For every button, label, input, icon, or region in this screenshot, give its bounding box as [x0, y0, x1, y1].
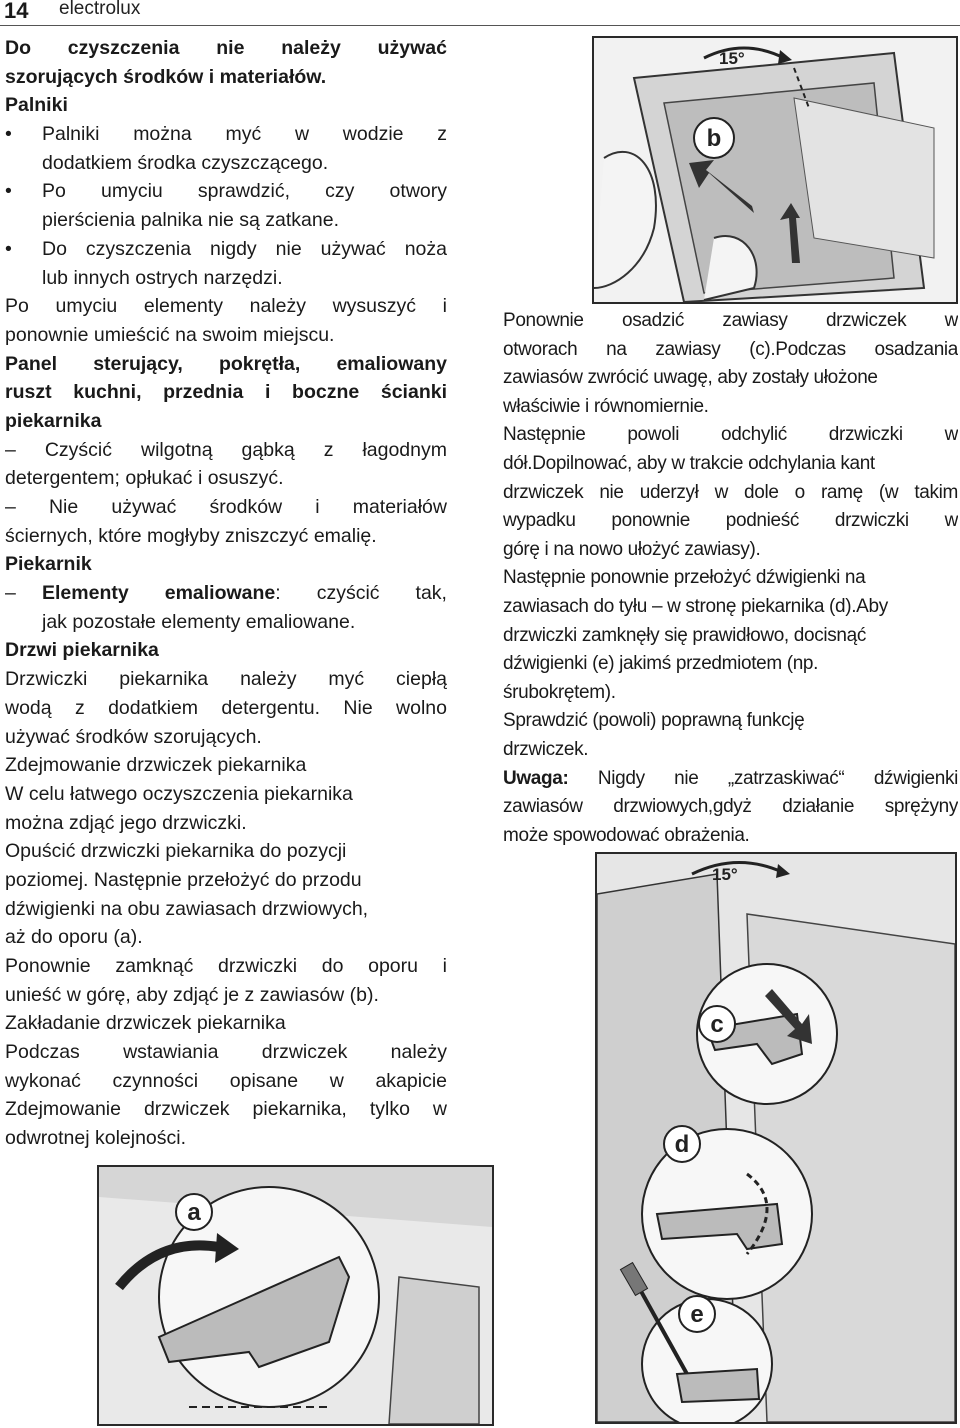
- left-line-6: pierścienia palnika nie są zatkane.: [42, 209, 340, 232]
- left-line-30: dźwigienki na obu zawiasach drzwiowych,: [5, 897, 369, 920]
- left-line-17: ściernych, które mogłyby zniszczyć emalię.: [5, 524, 377, 547]
- left-line-33: unieść w górę, aby zdjąć je z zawiasów (b).: [5, 983, 379, 1006]
- right-line-1: otworach na zawiasy (c).Podczas osadzania: [503, 338, 958, 360]
- right-line-6: drzwiczek nie uderzył w dole o ramę (w takim: [503, 481, 958, 503]
- figure-a-drawing: [99, 1167, 492, 1424]
- left-line-24: używać środków szorujących.: [5, 725, 262, 748]
- left-text-column: [5, 34, 447, 1153]
- left-line-19: [5, 579, 447, 608]
- figure-a-hinge-lever: [97, 1165, 494, 1426]
- right-line-3: właściwie i równomiernie.: [503, 395, 709, 417]
- left-line-21: Drzwi piekarnika: [5, 639, 159, 662]
- bullet-text: Palniki można myć w wodzie z: [42, 123, 447, 146]
- right-line-2: zawiasów zwrócić uwagę, aby zostały ułożone: [503, 367, 878, 389]
- left-line-26: W celu łatwego oczyszczenia piekarnika: [5, 782, 353, 805]
- figure-b-label: b: [706, 125, 722, 152]
- figure-e-label: e: [690, 1301, 704, 1328]
- left-line-14: – Czyścić wilgotną gąbką z łagodnym: [5, 438, 447, 461]
- bullet-marker: •: [5, 180, 12, 203]
- figure-cde-hinges: [595, 852, 957, 1424]
- left-line-18: Piekarnik: [5, 553, 92, 576]
- left-line-22: Drzwiczki piekarnika należy myć ciepłą: [5, 668, 447, 691]
- left-line-5: [5, 177, 447, 206]
- left-line-4: dodatkiem środka czyszczącego.: [42, 151, 329, 174]
- warning-text: Nigdy nie „zatrzaskiwać“ dźwigienki: [597, 767, 958, 789]
- dash-bold-lead: Elementy emaliowane: [42, 582, 276, 605]
- right-text-column: [503, 307, 958, 850]
- left-line-10: ponownie umieścić na swoim miejscu.: [5, 323, 335, 346]
- right-line-17: zawiasów drzwiowych,gdyż działanie sprężyny: [503, 796, 958, 818]
- left-line-12: ruszt kuchni, przednia i boczne ścianki: [5, 381, 447, 404]
- left-line-29: poziomej. Następnie przełożyć do przodu: [5, 868, 362, 891]
- left-line-1: szorujących środków i materiałów.: [5, 65, 327, 88]
- right-line-16: [503, 765, 958, 794]
- right-line-11: drzwiczki zamknęły się prawidłowo, docisnąć: [503, 624, 866, 646]
- brand-name: electrolux: [59, 0, 141, 19]
- header-rule: [0, 25, 960, 26]
- figure-b-drawing: [594, 38, 956, 302]
- figure-cde-angle: 15°: [712, 865, 738, 884]
- page-number: 14: [4, 0, 29, 23]
- right-line-9: Następnie ponownie przełożyć dźwigienki na: [503, 567, 866, 589]
- left-line-3: [5, 120, 447, 149]
- right-line-13: śrubokrętem).: [503, 681, 616, 703]
- dash-bold-text: Elementy emaliowane: czyścić tak,: [42, 582, 447, 605]
- figure-b-angle: 15°: [719, 49, 745, 68]
- page-header: [0, 0, 960, 24]
- right-line-0: Ponownie osadzić zawiasy drzwiczek w: [503, 310, 958, 331]
- figure-b-lift-door: [592, 36, 958, 304]
- left-line-8: lub innych ostrych narzędzi.: [42, 266, 283, 289]
- bullet-marker: •: [5, 123, 12, 146]
- left-line-13: piekarnika: [5, 409, 102, 432]
- dash-marker: –: [5, 582, 16, 605]
- right-line-14: Sprawdzić (powoli) poprawną funkcję: [503, 710, 805, 732]
- left-line-27: można zdjąć jego drzwiczki.: [5, 811, 247, 834]
- left-line-28: Opuścić drzwiczki piekarnika do pozycji: [5, 840, 347, 863]
- right-line-5: dół.Dopilnować, aby w trakcie odchylania kant: [503, 452, 875, 474]
- figure-d-label: d: [674, 1131, 690, 1158]
- figure-c-label: c: [710, 1011, 724, 1038]
- left-line-20: jak pozostałe elementy emaliowane.: [42, 610, 356, 633]
- left-line-38: odwrotnej kolejności.: [5, 1127, 187, 1150]
- left-line-31: aż do oporu (a).: [5, 926, 143, 949]
- figure-cde-drawing: [597, 854, 955, 1422]
- left-line-34: Zakładanie drzwiczek piekarnika: [5, 1012, 286, 1035]
- right-line-10: zawiasach do tyłu – w stronę piekarnika (d).Aby: [503, 595, 888, 617]
- bullet-text: Po umyciu sprawdzić, czy otwory: [42, 180, 447, 203]
- left-line-16: – Nie używać środków i materiałów: [5, 496, 447, 518]
- right-line-15: drzwiczek.: [503, 738, 589, 760]
- right-line-4: Następnie powoli odchylić drzwiczki w: [503, 424, 958, 446]
- bullet-marker: •: [5, 237, 12, 260]
- right-line-8: górę i na nowo ułożyć zawiasy).: [503, 538, 761, 560]
- bullet-text: Do czyszczenia nigdy nie używać noża: [42, 237, 447, 260]
- right-line-12: dźwigienki (e) jakimś przedmiotem (np.: [503, 653, 819, 675]
- left-line-11: Panel sterujący, pokrętła, emaliowany: [5, 352, 447, 375]
- left-line-36: wykonać czynności opisane w akapicie: [5, 1069, 447, 1092]
- left-line-32: Ponownie zamknąć drzwiczki do oporu i: [5, 955, 447, 977]
- left-line-23: wodą z dodatkiem detergentu. Nie wolno: [5, 696, 447, 719]
- right-line-18: może spowodować obrażenia.: [503, 824, 750, 846]
- left-line-37: Zdejmowanie drzwiczek piekarnika, tylko w: [5, 1098, 447, 1121]
- left-line-7: [5, 235, 447, 264]
- left-line-2: Palniki: [5, 94, 68, 117]
- left-line-35: Podczas wstawiania drzwiczek należy: [5, 1041, 447, 1064]
- left-line-25: Zdejmowanie drzwiczek piekarnika: [5, 754, 307, 777]
- figure-a-label: a: [187, 1199, 201, 1226]
- warning-lead: Uwaga:: [503, 767, 569, 789]
- left-line-15: detergentem; opłukać i osuszyć.: [5, 467, 284, 490]
- right-line-7: wypadku ponownie podnieść drzwiczki w: [503, 510, 958, 532]
- left-line-0: Do czyszczenia nie należy używać: [5, 37, 447, 59]
- left-line-9: Po umyciu elementy należy wysuszyć i: [5, 295, 447, 318]
